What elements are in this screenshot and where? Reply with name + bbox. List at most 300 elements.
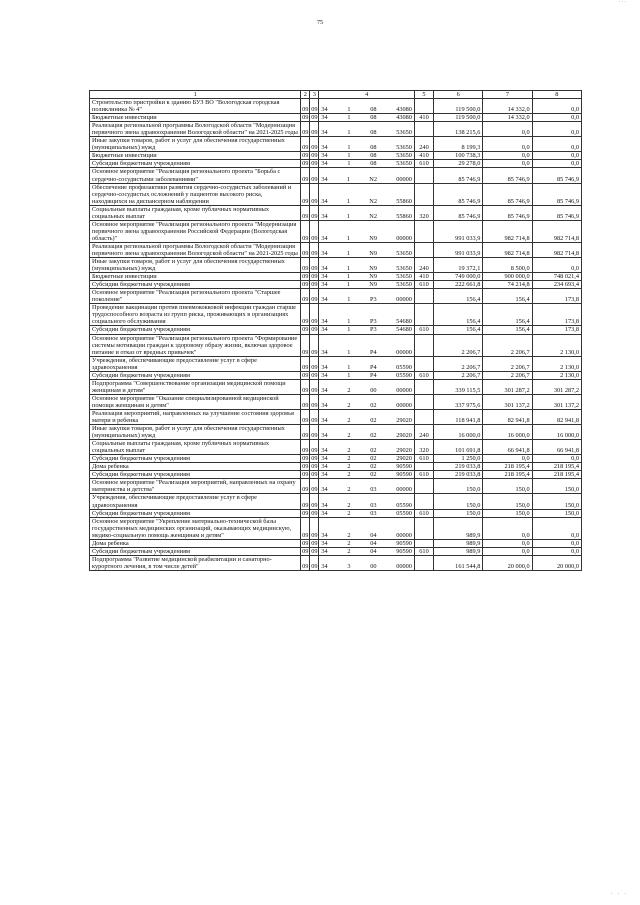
row-col-3: 09 [311, 273, 318, 281]
row-code-parts [319, 129, 414, 136]
row-code-part: 90590 [396, 471, 412, 479]
row-value-col-8: 85 746,9 [532, 168, 581, 183]
row-code-part: 00000 [396, 234, 412, 242]
row-code-part: 2 [347, 509, 351, 517]
row-code-part: 90590 [396, 463, 412, 471]
row-name: Бюджетные инвестиции [90, 152, 301, 160]
row-value-col-6: 150,0 [434, 479, 483, 494]
row-code-parts [319, 318, 414, 325]
row-value-col-8: 0,0 [532, 114, 581, 122]
row-code-part: 54680 [396, 326, 412, 334]
row-col-3: 09 [310, 440, 319, 455]
row-code-part: 43080 [396, 106, 412, 114]
row-expense-type: 610 [414, 160, 433, 168]
table-row [90, 137, 582, 152]
row-value-col-8: 0,0 [532, 99, 581, 114]
row-code-part: 1 [347, 348, 351, 356]
row-value-col-7: 85 746,9 [483, 168, 532, 183]
table-row [90, 517, 582, 539]
row-expense-type [414, 555, 433, 570]
page-footer-mark: · · · [610, 892, 628, 897]
row-value-col-6: 161 544,8 [434, 555, 483, 570]
row-col-3: 09 [310, 356, 319, 371]
row-code-parts [319, 198, 414, 205]
row-code-parts [319, 160, 414, 167]
row-col-3: 09 [310, 220, 319, 242]
row-code-part: 2 [347, 539, 351, 547]
row-name: Социальные выплаты гражданам, кроме публичных нормативных социальных выплат [90, 205, 301, 220]
row-code [319, 379, 415, 394]
row-name: Субсидии бюджетным учреждениям [90, 160, 301, 168]
row-code-part: 53650 [396, 160, 412, 168]
row-expense-type [414, 463, 433, 471]
row-code-parts [319, 417, 414, 424]
row-code [319, 479, 415, 494]
row-code-part: 34 [321, 486, 328, 494]
row-value-col-7: 150,0 [483, 509, 532, 517]
row-code-part: 2 [347, 417, 351, 425]
row-code-part: N9 [369, 234, 377, 242]
row-value-col-8: 748 021,4 [532, 273, 581, 281]
row-code-parts [319, 432, 414, 439]
row-code-part: 53650 [396, 129, 412, 137]
table-row [90, 547, 582, 555]
row-code [319, 122, 415, 137]
row-code-part: 34 [321, 273, 328, 281]
row-value-col-6: 85 746,9 [434, 183, 483, 205]
row-value-col-6: 989,9 [434, 539, 483, 547]
row-col-2: 09 [302, 160, 309, 168]
budget-table-body [90, 91, 582, 571]
row-expense-type [414, 517, 433, 539]
row-value-col-7: 156,4 [483, 304, 532, 326]
table-row [90, 242, 582, 257]
row-col-3: 09 [310, 479, 319, 494]
row-code-part: 00000 [396, 531, 412, 539]
row-code-part: 05590 [396, 371, 412, 379]
row-code-part: 2 [347, 401, 351, 409]
row-col-3: 09 [310, 183, 319, 205]
row-code-part: 55860 [396, 212, 412, 220]
table-row [90, 304, 582, 326]
row-col-2: 09 [301, 394, 310, 409]
row-col-2: 09 [301, 494, 310, 509]
row-value-col-8: 66 941,8 [532, 440, 581, 455]
header-col-7: 7 [483, 91, 532, 99]
row-value-col-8: 0,0 [532, 122, 581, 137]
row-value-col-7: 0,0 [483, 137, 532, 152]
row-code-parts [319, 402, 414, 409]
row-value-col-7: 982 714,8 [483, 220, 532, 242]
row-code [319, 356, 415, 371]
row-col-2: 09 [301, 555, 310, 570]
row-code-parts [319, 235, 414, 242]
row-code-part: 1 [347, 318, 351, 326]
row-value-col-7: 0,0 [483, 539, 532, 547]
row-code [319, 471, 415, 479]
row-code-part: 34 [321, 531, 328, 539]
row-code-part: 00 [370, 386, 377, 394]
row-col-2: 09 [301, 168, 310, 183]
row-code-part: 1 [347, 106, 351, 114]
row-code-part: 03 [370, 501, 377, 509]
row-code-part: N2 [369, 197, 377, 205]
row-code-part: 29020 [396, 417, 412, 425]
row-col-2: 09 [301, 517, 310, 539]
row-expense-type: 240 [414, 137, 433, 152]
row-code-parts [319, 114, 414, 121]
row-code [319, 394, 415, 409]
row-code-parts [319, 387, 414, 394]
row-col-3: 09 [311, 281, 318, 289]
row-code-part: 08 [370, 160, 377, 168]
row-code-part: 53650 [396, 144, 412, 152]
row-value-col-6: 339 115,5 [434, 379, 483, 394]
row-col-3: 09 [310, 304, 319, 326]
row-code-part: P3 [369, 318, 377, 326]
row-col-2: 09 [301, 183, 310, 205]
row-name: Субсидии бюджетным учреждениям [90, 281, 301, 289]
row-value-col-8: 85 746,9 [532, 205, 581, 220]
table-row [90, 494, 582, 509]
row-expense-type: 240 [414, 258, 433, 273]
row-code-part: 00000 [396, 386, 412, 394]
row-name: Субсидии бюджетным учреждениям [90, 547, 301, 555]
row-value-col-8: 301 137,2 [532, 394, 581, 409]
row-value-col-6: 119 500,0 [434, 114, 483, 122]
row-code-part: 34 [321, 471, 328, 479]
row-name: Бюджетные инвестиции [90, 273, 301, 281]
row-value-col-7: 982 714,8 [483, 242, 532, 257]
row-col-2: 09 [301, 220, 310, 242]
row-code-parts [319, 326, 414, 333]
table-row [90, 122, 582, 137]
row-code-part: 02 [370, 401, 377, 409]
row-name: Иные закупки товаров, работ и услуг для обеспечения государственных (муниципальных) нужд [90, 425, 301, 440]
table-row [90, 463, 582, 471]
row-value-col-8: 0,0 [532, 539, 581, 547]
row-code-part: 34 [321, 363, 328, 371]
row-value-col-6: 219 033,8 [434, 463, 483, 471]
row-col-2: 09 [302, 152, 309, 160]
row-code-part: 53650 [396, 281, 412, 289]
row-code-part: 29020 [396, 455, 412, 463]
row-col-2: 09 [302, 281, 309, 289]
row-value-col-7: 0,0 [483, 160, 532, 168]
header-col-8: 8 [532, 91, 581, 99]
row-code-part: 34 [321, 386, 328, 394]
row-col-3: 09 [310, 334, 319, 356]
row-code-part: 54680 [396, 318, 412, 326]
row-code [319, 137, 415, 152]
row-code-part: P4 [369, 348, 377, 356]
table-row [90, 455, 582, 463]
row-value-col-7: 218 195,4 [483, 463, 532, 471]
table-row [90, 440, 582, 455]
row-code-part: N2 [369, 212, 377, 220]
row-col-2: 09 [301, 258, 310, 273]
row-code-part: 2 [347, 463, 351, 471]
row-name: Основное мероприятие "Реализация регионального проекта "Модернизация первичного звена здравоохранения Российской Федерации (Вологодская область)" [90, 220, 301, 242]
row-code-parts [319, 455, 414, 462]
row-code-part: 2 [347, 386, 351, 394]
table-row [90, 114, 582, 122]
row-code-part: 03 [370, 509, 377, 517]
row-code-part: 1 [346, 212, 351, 220]
table-row [90, 479, 582, 494]
row-code-part: 34 [321, 432, 328, 440]
row-expense-type [414, 334, 433, 356]
row-value-col-6: 119 500,0 [434, 99, 483, 114]
row-name: Основное мероприятие "Реализация регионального проекта "Старшее поколение" [90, 289, 301, 304]
table-header-row [90, 91, 582, 99]
row-code-part: N9 [369, 273, 377, 281]
row-value-col-7: 156,4 [483, 326, 532, 334]
row-code-part: 08 [370, 129, 377, 137]
row-code [319, 455, 415, 463]
row-col-2: 09 [301, 425, 310, 440]
table-row [90, 555, 582, 570]
row-value-col-8: 234 693,4 [532, 281, 581, 289]
row-code-part: 53650 [396, 249, 412, 257]
row-col-2: 09 [301, 289, 310, 304]
page-number: 75 [317, 20, 323, 26]
row-name: Основное мероприятие "Реализация регионального проекта "Формирование системы мотивации граждан к здоровому образу жизни, включая здоровое питание и отказ от вредных привычек" [90, 334, 301, 356]
budget-table [89, 90, 582, 571]
row-name: Реализация региональной программы Вологодской области "Модернизация первичного звена здравоохранения Вологодской области" на 2021-2025 годы [90, 122, 301, 137]
row-expense-type: 410 [414, 114, 433, 122]
row-code [319, 183, 415, 205]
row-value-col-6: 337 975,6 [434, 394, 483, 409]
row-col-2: 09 [302, 326, 309, 334]
row-code [319, 539, 415, 547]
row-code-part: 29020 [396, 432, 412, 440]
table-row [90, 371, 582, 379]
row-value-col-8: 2 130,0 [532, 334, 581, 356]
table-row [90, 356, 582, 371]
row-code [319, 555, 415, 570]
row-value-col-6: 100 738,3 [434, 152, 483, 160]
row-code-parts [319, 563, 414, 570]
row-code-part: 04 [370, 539, 377, 547]
row-code-part: 08 [370, 114, 377, 122]
row-value-col-7: 218 195,4 [483, 471, 532, 479]
row-value-col-6: 16 000,0 [434, 425, 483, 440]
row-value-col-7: 301 287,2 [483, 379, 532, 394]
row-code [319, 168, 415, 183]
row-value-col-8: 85 746,9 [532, 183, 581, 205]
row-code-part: 1 [346, 265, 351, 273]
row-col-2: 09 [302, 455, 309, 463]
row-col-3: 09 [310, 168, 319, 183]
row-value-col-7: 82 941,8 [483, 409, 532, 424]
row-name: Подпрограмма "Совершенствование организации медицинской помощи женщинам и детям" [90, 379, 301, 394]
row-value-col-6: 150,0 [434, 509, 483, 517]
row-value-col-8: 982 714,8 [532, 220, 581, 242]
row-name: Иные закупки товаров, работ и услуг для обеспечения государственных (муниципальных) нужд [90, 258, 301, 273]
row-code [319, 281, 415, 289]
row-code-part: 34 [321, 401, 328, 409]
row-code-part: 1 [346, 175, 351, 183]
row-code-part: 34 [321, 144, 328, 152]
table-row [90, 168, 582, 183]
row-expense-type [414, 379, 433, 394]
row-value-col-8: 218 195,4 [532, 471, 581, 479]
row-value-col-7: 14 332,0 [483, 114, 532, 122]
row-code-part: 34 [321, 509, 328, 517]
row-code-part: 02 [370, 471, 377, 479]
row-name: Подпрограмма "Развитие медицинской реабилитации и санаторно-курортного лечения, в том числе детей" [90, 555, 301, 570]
row-code-part: 1 [347, 114, 351, 122]
row-code-part: 00000 [396, 562, 412, 570]
row-col-2: 09 [301, 137, 310, 152]
row-code [319, 152, 415, 160]
row-code [319, 517, 415, 539]
table-row [90, 326, 582, 334]
row-code-part: 34 [321, 326, 328, 334]
row-value-col-8: 150,0 [532, 509, 581, 517]
row-value-col-6: 19 372,1 [434, 258, 483, 273]
table-row [90, 220, 582, 242]
row-code [319, 258, 415, 273]
row-col-2: 09 [301, 304, 310, 326]
row-col-2: 09 [301, 479, 310, 494]
row-col-3: 09 [310, 99, 319, 114]
row-name: Основное мероприятие "Реализация мероприятий, направленных на охрану материнства и детства" [90, 479, 301, 494]
row-value-col-6: 989,9 [434, 517, 483, 539]
row-value-col-7: 66 941,8 [483, 440, 532, 455]
row-value-col-6: 991 033,9 [434, 242, 483, 257]
row-name: Основное мероприятие "Укрепление материально-технической базы государственных медицинских организаций, оказывающих медицинскую, медико-социальную помощь женщинам и детям" [90, 517, 301, 539]
row-expense-type [414, 220, 433, 242]
row-code-part: N9 [369, 281, 377, 289]
row-code-part: 34 [321, 539, 328, 547]
row-value-col-7: 2 206,7 [483, 371, 532, 379]
row-code-part: 2 [347, 486, 351, 494]
table-row [90, 334, 582, 356]
row-col-2: 09 [301, 356, 310, 371]
row-code-part: 34 [321, 417, 328, 425]
row-code [319, 242, 415, 257]
row-code-part: 00000 [396, 486, 412, 494]
row-code-part: 2 [347, 531, 351, 539]
row-code-part: 34 [321, 348, 328, 356]
row-value-col-8: 82 941,8 [532, 409, 581, 424]
row-value-col-6: 991 033,9 [434, 220, 483, 242]
row-col-3: 09 [310, 258, 319, 273]
row-code-part: 05590 [396, 501, 412, 509]
row-code-part: 02 [370, 455, 377, 463]
table-row [90, 183, 582, 205]
row-code-part: 34 [321, 175, 328, 183]
row-code-parts [319, 250, 414, 257]
row-code-part: 1 [347, 363, 351, 371]
row-col-3: 09 [310, 289, 319, 304]
row-expense-type [414, 99, 433, 114]
row-name: Основное мероприятие "Оказание специализированной медицинской помощи женщинам и детям" [90, 394, 301, 409]
row-code-part: 1 [347, 152, 351, 160]
table-row [90, 273, 582, 281]
row-value-col-7: 2 206,7 [483, 356, 532, 371]
row-code-part: 1 [347, 129, 351, 137]
row-value-col-7: 85 746,9 [483, 183, 532, 205]
row-expense-type: 610 [414, 281, 433, 289]
row-col-3: 09 [310, 379, 319, 394]
row-expense-type [414, 304, 433, 326]
row-code-part: 05590 [396, 509, 412, 517]
row-name: Дома ребенка [90, 463, 301, 471]
row-code-part: 34 [321, 160, 328, 168]
row-code-part: 34 [321, 547, 328, 555]
row-value-col-7: 0,0 [483, 122, 532, 137]
row-code-parts [319, 540, 414, 547]
row-value-col-8: 16 000,0 [532, 425, 581, 440]
row-col-2: 09 [301, 242, 310, 257]
row-name: Субсидии бюджетным учреждениям [90, 326, 301, 334]
row-col-3: 09 [310, 242, 319, 257]
row-value-col-6: 222 661,8 [434, 281, 483, 289]
row-code-part: 34 [321, 371, 328, 379]
row-col-3: 09 [310, 555, 319, 570]
row-value-col-6: 2 206,7 [434, 356, 483, 371]
row-value-col-6: 1 250,0 [434, 455, 483, 463]
row-value-col-8: 2 130,0 [532, 356, 581, 371]
row-col-2: 09 [301, 122, 310, 137]
row-code-part: 34 [321, 501, 328, 509]
table-row [90, 205, 582, 220]
header-col-4: 4 [319, 91, 415, 99]
row-expense-type: 610 [414, 371, 433, 379]
row-value-col-7: 74 214,8 [483, 281, 532, 289]
row-value-col-8: 0,0 [532, 258, 581, 273]
row-code-part: 00000 [396, 401, 412, 409]
row-code [319, 371, 415, 379]
header-col-5: 5 [414, 91, 433, 99]
row-code-part: 34 [321, 463, 328, 471]
row-name: Бюджетные инвестиции [90, 114, 301, 122]
row-code [319, 494, 415, 509]
row-value-col-7: 900 000,0 [483, 273, 532, 281]
row-value-col-6: 2 206,7 [434, 334, 483, 356]
row-code-parts [319, 106, 414, 113]
row-col-2: 09 [301, 99, 310, 114]
row-code-part: P3 [369, 296, 377, 304]
row-col-3: 09 [310, 494, 319, 509]
row-value-col-8: 218 195,4 [532, 463, 581, 471]
row-value-col-8: 0,0 [532, 455, 581, 463]
row-value-col-7: 20 000,0 [483, 555, 532, 570]
row-col-3: 09 [310, 394, 319, 409]
row-col-2: 09 [302, 471, 309, 479]
row-col-2: 09 [301, 440, 310, 455]
page-corner-mark: · · · [618, 0, 626, 5]
row-code-part: 1 [347, 160, 351, 168]
table-row [90, 509, 582, 517]
row-code-parts [319, 213, 414, 220]
row-value-col-6: 138 215,6 [434, 122, 483, 137]
row-col-3: 09 [311, 152, 318, 160]
row-expense-type [414, 183, 433, 205]
row-value-col-8: 0,0 [532, 137, 581, 152]
row-code-part: 34 [321, 234, 328, 242]
row-code-parts [319, 463, 414, 470]
row-expense-type: 320 [414, 440, 433, 455]
row-col-2: 09 [302, 371, 309, 379]
row-code-part: 55860 [396, 197, 412, 205]
row-col-2: 09 [302, 539, 309, 547]
row-code [319, 304, 415, 326]
row-code-part: 1 [347, 144, 351, 152]
